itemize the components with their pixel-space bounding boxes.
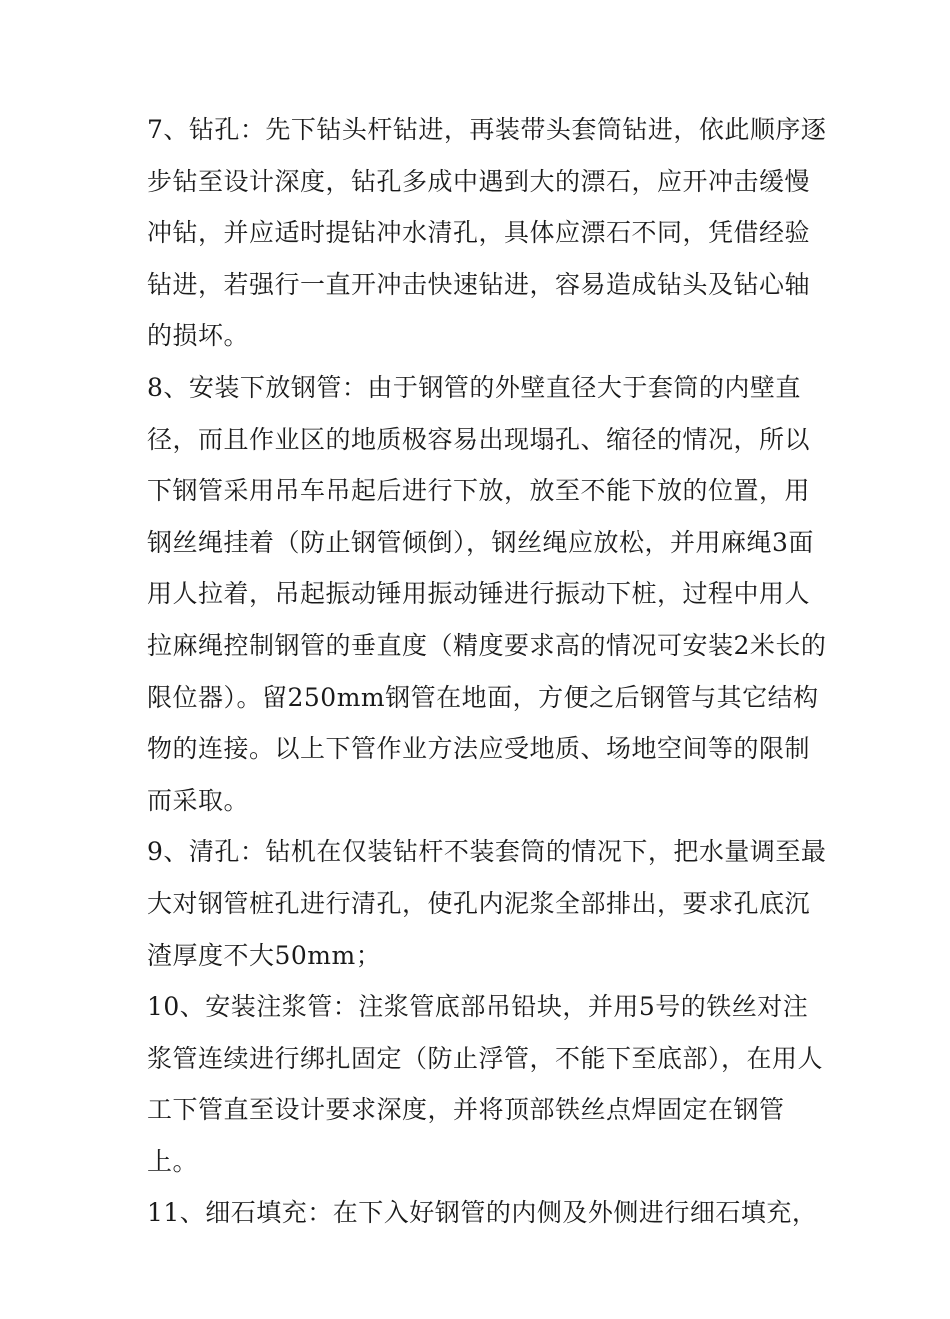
paragraph-step-7-drilling: 7、钻孔：先下钻头杆钻进，再装带头套筒钻进，依此顺序逐步钻至设计深度，钻孔多成中遇到大的漂石，应开冲击缓慢冲钻，并应适时提钻冲水清孔，具体应漂石不同，凭借经验钻进，若强行一直开冲击快速钻进，容易造成钻头及钻心轴的损坏。 <box>147 115 827 351</box>
paragraph-step-8-install-steel-pipe: 8、安装下放钢管：由于钢管的外壁直径大于套筒的内壁直径，而且作业区的地质极容易出现塌孔、缩径的情况，所以下钢管采用吊车吊起后进行下放，放至不能下放的位置，用钢丝绳挂着（防止钢管倾倒），钢丝绳应放松，并用麻绳3面用人拉着，吊起振动锤用振动锤进行振动下桩，过程中用人拉麻绳控制钢管的垂直度（精度要求高的情况可安装2米长的限位器）。留250mm钢管在地面，方便之后钢管与其它结构物的连接。以上下管作业方法应受地质、场地空间等的限制而采取。 <box>147 372 827 815</box>
paragraph-step-9-hole-cleaning: 9、清孔：钻机在仅装钻杆不装套筒的情况下，把水量调至最大对钢管桩孔进行清孔，使孔内泥浆全部排出，要求孔底沉渣厚度不大50mm； <box>147 837 827 970</box>
document-body <box>147 104 827 1239</box>
paragraph-step-11-gravel-filling: 11、细石填充：在下入好钢管的内侧及外侧进行细石填充， <box>147 1198 818 1228</box>
paragraph-step-10-grouting-pipe: 10、安装注浆管：注浆管底部吊铅块，并用5号的铁丝对注浆管连续进行绑扎固定（防止浮管，不能下至底部），在用人工下管直至设计要求深度，并将顶部铁丝点焊固定在钢管上。 <box>147 992 824 1176</box>
